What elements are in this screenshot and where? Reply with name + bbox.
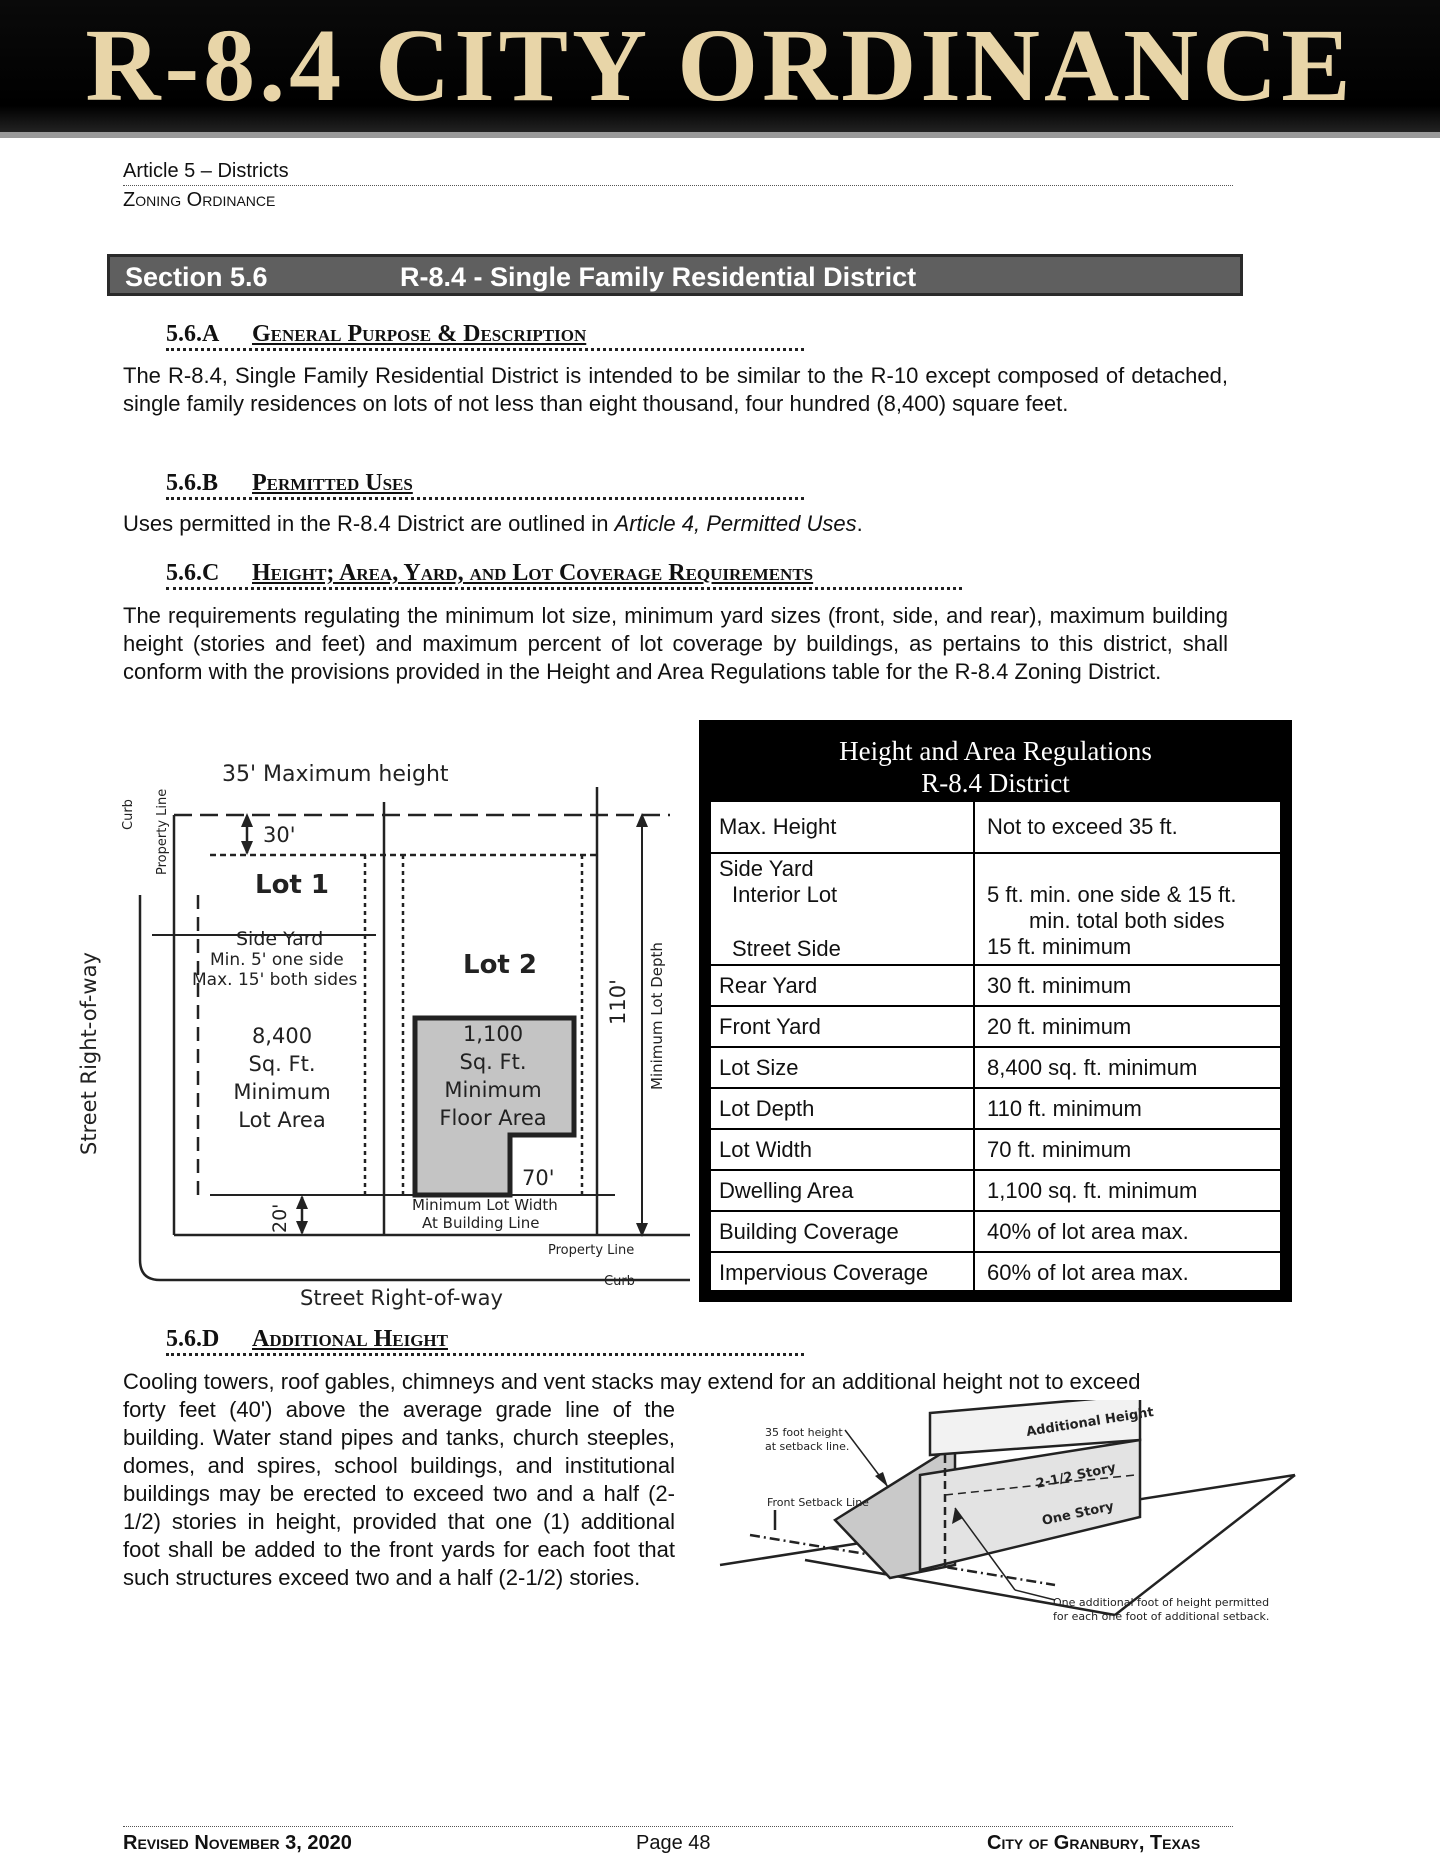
subsection-b-text — [123, 510, 1228, 538]
row-value: 110 ft. minimum — [987, 1096, 1142, 1121]
front-arrowhead-bottom — [296, 1221, 308, 1235]
lot-area-label: Lot Area — [238, 1108, 326, 1132]
subsection-a-number: 5.6.A — [166, 321, 220, 347]
lot-width-dimension: 70' — [522, 1166, 555, 1190]
one-story-label: One Story — [1040, 1499, 1116, 1529]
lot-side-ground-line — [1115, 1475, 1295, 1615]
row-label: Impervious Coverage — [711, 1253, 975, 1290]
section-number: Section 5.6 — [125, 262, 268, 292]
table-row — [711, 1048, 1280, 1089]
subsection-c-title: Height; Area, Yard, and Lot Coverage Requirements — [252, 560, 814, 586]
subsection-c-dots — [166, 587, 962, 590]
street-side-label: Street Side — [732, 936, 841, 961]
row-value: 1,100 sq. ft. minimum — [987, 1178, 1198, 1203]
lot-layout-diagram — [70, 745, 690, 1315]
subsection-b-text-pre: Uses permitted in the R-8.4 District are outlined in — [123, 511, 615, 536]
row-label: Lot Size — [711, 1048, 975, 1087]
subsection-b-dots — [166, 497, 804, 500]
footer-page-number: Page 48 — [636, 1832, 711, 1854]
subsection-c-heading — [166, 560, 813, 587]
interior-lot-value-cont: min. total both sides — [1029, 908, 1225, 933]
section-title-bar — [107, 254, 1243, 296]
table-header — [711, 732, 1280, 802]
document-heading: Zoning Ordinance — [123, 189, 276, 211]
side-yard-max-label: Max. 15' both sides — [192, 970, 358, 990]
floor-area-unit: Sq. Ft. — [459, 1050, 527, 1074]
row-label: Lot Depth — [711, 1089, 975, 1128]
subsection-a-heading — [166, 321, 586, 348]
lot-area-value: 8,400 — [251, 1024, 313, 1048]
subsection-d-number: 5.6.D — [166, 1326, 220, 1352]
subsection-d-first-line: Cooling towers, roof gables, chimneys and vent stacks may extend for an additional height not to exceed — [123, 1369, 1141, 1394]
subsection-d-title: Additional Height — [252, 1326, 448, 1352]
floor-area-label: Floor Area — [439, 1106, 547, 1130]
street-side-value: 15 ft. minimum — [987, 934, 1132, 959]
street-row-label-bottom: Street Right-of-way — [300, 1286, 503, 1310]
row-value: 40% of lot area max. — [987, 1219, 1189, 1244]
max-height-label: 35' Maximum height — [222, 762, 449, 787]
row-value: 20 ft. minimum — [987, 1014, 1132, 1039]
subsection-c-number: 5.6.C — [166, 560, 220, 586]
lot-1-label: Lot 1 — [255, 870, 330, 900]
street-row-label-left: Street Right-of-way — [77, 952, 101, 1155]
side-yard-min-label: Min. 5' one side — [210, 950, 344, 970]
setback-height-label-cont: at setback line. — [765, 1440, 850, 1453]
building-line-label: At Building Line — [422, 1214, 540, 1232]
table-subtitle: R-8.4 District — [921, 768, 1070, 798]
front-yard-dimension: 20' — [269, 1203, 291, 1233]
subsection-b-title: Permitted Uses — [252, 470, 413, 496]
table-row — [711, 1007, 1280, 1048]
setback-leader-arrow — [875, 1472, 888, 1487]
min-lot-depth-label: Minimum Lot Depth — [648, 942, 666, 1090]
front-setback-label: Front Setback Line — [767, 1496, 869, 1509]
table-body — [711, 802, 1280, 1290]
rear-yard-dimension: 30' — [263, 823, 296, 847]
row-value: Not to exceed 35 ft. — [987, 814, 1178, 839]
height-area-regulations-table — [699, 720, 1292, 1302]
lot-2-label: Lot 2 — [463, 950, 538, 980]
additional-height-diagram — [715, 1400, 1305, 1630]
footer-city: City of Granbury, Texas — [987, 1832, 1201, 1854]
floor-area-value: 1,100 — [462, 1022, 524, 1046]
side-yard-label: Side Yard — [236, 928, 324, 950]
row-label: Lot Width — [711, 1130, 975, 1169]
row-label: Dwelling Area — [711, 1171, 975, 1210]
row-label: Building Coverage — [711, 1212, 975, 1251]
row-value: 30 ft. minimum — [987, 973, 1132, 998]
row-label: Rear Yard — [711, 966, 975, 1005]
subsection-d-dots — [166, 1353, 804, 1356]
interior-lot-label: Interior Lot — [732, 882, 838, 907]
lot-area-unit: Sq. Ft. — [248, 1052, 316, 1076]
subsection-a-text: The R-8.4, Single Family Residential District is intended to be similar to the R-10 except composed of detached, single family residences on lots of not less than eight thousand, four hundred (8,400) square feet. — [123, 363, 1228, 416]
footer-revised: Revised November 3, 2020 — [123, 1832, 352, 1854]
curb-label-bottom: Curb — [604, 1274, 635, 1289]
row-value: 70 ft. minimum — [987, 1137, 1132, 1162]
header-rule — [123, 185, 1233, 186]
table-row — [711, 1212, 1280, 1253]
banner-title: R-8.4 CITY ORDINANCE — [85, 8, 1355, 123]
floor-area-minimum: Minimum — [444, 1078, 542, 1102]
row-value: 8,400 sq. ft. minimum — [987, 1055, 1198, 1080]
table-row — [711, 1171, 1280, 1212]
table-row — [711, 1130, 1280, 1171]
subsection-c-text: The requirements regulating the minimum lot size, minimum yard sizes (front, side, and rear), maximum building height (stories and feet) and maximum percent of lot coverage by buildings, as pertains to this district, shall conform with the provisions provided in the Height and Area Regulations table for the R-8.4 Zoning District. — [123, 603, 1228, 684]
additional-setback-note: One additional foot of height permitted — [1053, 1596, 1270, 1609]
section-title: R-8.4 - Single Family Residential District — [400, 262, 917, 292]
property-line-label-bottom: Property Line — [548, 1243, 635, 1258]
side-yard-values — [977, 882, 1280, 960]
table-title: Height and Area Regulations — [839, 736, 1152, 766]
row-label: Max. Height — [711, 802, 975, 852]
table-row — [711, 1089, 1280, 1130]
row-value: 60% of lot area max. — [987, 1260, 1189, 1285]
subsection-d-text: forty feet (40') above the average grade line of the building. Water stand pipes and tanks, church steeples, domes, and spires, school buildings, and institutional buildings may be erected to exceed two and a half (2-1/2) stories in height, provided that one (1) additional foot shall be added to the front yards for each foot that such structures exceed two and a half (2-1/2) stories. — [123, 1397, 675, 1590]
subsection-a-dots — [166, 348, 804, 351]
subsection-d-heading — [166, 1326, 448, 1353]
side-yard-labels — [711, 854, 975, 964]
subsection-b-number: 5.6.B — [166, 470, 219, 496]
subsection-b-heading — [166, 470, 413, 497]
table-row — [711, 1253, 1280, 1290]
table-row — [711, 966, 1280, 1007]
setback-height-label: 35 foot height — [765, 1426, 843, 1439]
footer-rule — [123, 1826, 1233, 1827]
min-lot-width-label: Minimum Lot Width — [412, 1196, 558, 1214]
row-label: Side Yard — [719, 856, 814, 881]
lot-depth-dimension: 110' — [606, 979, 630, 1025]
additional-setback-note-cont: for each one foot of additional setback. — [1053, 1610, 1270, 1623]
table-row — [711, 802, 1280, 854]
property-line-label-top: Property Line — [155, 788, 170, 875]
row-label: Front Yard — [711, 1007, 975, 1046]
table-row — [711, 854, 1280, 966]
article-heading: Article 5 – Districts — [123, 160, 289, 182]
rear-arrowhead-bottom — [241, 841, 253, 855]
additional-height-label: Additional Height — [1025, 1405, 1155, 1440]
curb-label-top: Curb — [121, 799, 136, 830]
front-arrowhead-top — [296, 1195, 308, 1209]
lot-area-minimum: Minimum — [233, 1080, 331, 1104]
interior-lot-value: 5 ft. min. one side & 15 ft. — [987, 882, 1237, 907]
two-half-story-label: 2-1/2 Story — [1034, 1460, 1118, 1492]
title-banner — [0, 0, 1440, 138]
subsection-b-text-post: . — [856, 511, 863, 536]
permitted-uses-reference: Article 4, Permitted Uses — [614, 511, 857, 536]
subsection-a-title: General Purpose & Description — [252, 321, 587, 347]
